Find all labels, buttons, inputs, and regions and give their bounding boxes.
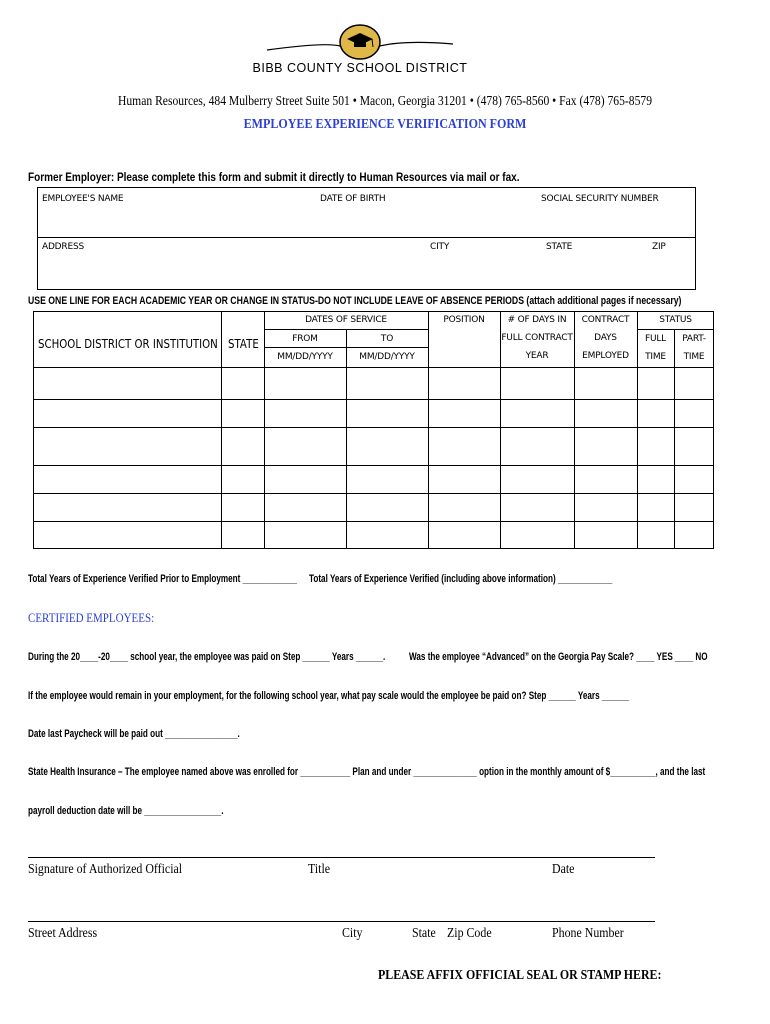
table-row[interactable] — [34, 368, 713, 399]
street-address-label: Street Address — [28, 926, 98, 941]
col-contract-line2: DAYS — [594, 333, 617, 343]
intro-text: Former Employer: Please complete this form and submit it directly to Human Resources via mail or fax. — [28, 172, 520, 184]
title-label: Title — [308, 862, 331, 877]
date-of-birth-field[interactable]: DATE OF BIRTH — [320, 194, 386, 204]
signature-label: Signature of Authorized Official — [28, 862, 183, 877]
city-label: City — [342, 926, 363, 941]
col-dates-of-service: DATES OF SERVICE — [305, 315, 387, 325]
total-years-including: Total Years of Experience Verified (including above information) ____________ — [309, 573, 613, 585]
signature-line[interactable] — [28, 857, 655, 858]
col-part-line2: TIME — [683, 352, 705, 362]
col-from-format: MM/DD/YYYY — [277, 352, 333, 362]
col-to: TO — [380, 334, 394, 344]
zip-field[interactable]: ZIP — [652, 242, 666, 252]
certified-heading: CERTIFIED EMPLOYEES: — [28, 611, 155, 625]
zip-code-label: Zip Code — [447, 926, 492, 941]
date-label: Date — [552, 862, 575, 877]
health-insurance-line: State Health Insurance – The employee named above was enrolled for ___________ Plan and under ______________ option in the monthly amount of $__________, and the last — [28, 766, 706, 778]
state-label: State — [412, 926, 436, 941]
table-row[interactable] — [34, 466, 713, 493]
col-full-line1: FULL — [645, 334, 666, 344]
city-field[interactable]: CITY — [430, 242, 450, 252]
col-institution: SCHOOL DISTRICT OR INSTITUTION — [38, 337, 218, 351]
pay-scale-question: If the employee would remain in your employment, for the following school year, what pay scale would the employee be paid on? Step ______ Years ______ — [28, 690, 630, 702]
total-years-prior: Total Years of Experience Verified Prior to Employment ____________ — [28, 573, 297, 585]
col-status: STATUS — [659, 315, 692, 325]
col-to-format: MM/DD/YYYY — [359, 352, 415, 362]
instruction-text: USE ONE LINE FOR EACH ACADEMIC YEAR OR CHANGE IN STATUS-DO NOT INCLUDE LEAVE OF ABSENCE PERIODS (attach additional pages if necessary) — [28, 295, 682, 307]
col-contract-line3: EMPLOYED — [582, 351, 629, 361]
col-days-line1: # OF DAYS IN — [507, 315, 567, 325]
ssn-field[interactable]: SOCIAL SECURITY NUMBER — [541, 194, 659, 204]
address-field[interactable]: ADDRESS — [42, 242, 84, 252]
district-logo — [265, 22, 455, 60]
table-row[interactable] — [34, 522, 713, 548]
table-row[interactable] — [34, 428, 713, 465]
state-field[interactable]: STATE — [546, 242, 573, 252]
col-days-line2: FULL CONTRACT — [501, 333, 573, 343]
col-from: FROM — [292, 334, 318, 344]
seal-instruction: PLEASE AFFIX OFFICIAL SEAL OR STAMP HERE: — [378, 968, 662, 983]
district-address: Human Resources, 484 Mulberry Street Suite 501 • Macon, Georgia 31201 • (478) 765-8560 • Fax (478) 765-8579 — [117, 93, 653, 108]
col-part-line1: PART- — [682, 334, 706, 344]
last-paycheck-line: Date last Paycheck will be paid out ________________. — [28, 728, 240, 740]
col-position: POSITION — [443, 315, 485, 325]
phone-number-label: Phone Number — [552, 926, 624, 941]
col-days-line3: YEAR — [525, 351, 549, 361]
advanced-question: Was the employee “Advanced” on the Georgia Pay Scale? ____ YES ____ NO — [409, 651, 708, 663]
col-state: STATE — [228, 337, 259, 351]
table-row[interactable] — [34, 494, 713, 521]
district-name: BIBB COUNTY SCHOOL DISTRICT — [252, 61, 468, 75]
pay-step-line: During the 20____-20____ school year, the employee was paid on Step ______ Years ______. — [28, 651, 386, 663]
col-contract-line1: CONTRACT — [581, 315, 630, 325]
employee-name-field[interactable]: EMPLOYEE'S NAME — [42, 194, 124, 204]
col-full-line2: TIME — [645, 352, 666, 362]
form-title: EMPLOYEE EXPERIENCE VERIFICATION FORM — [243, 117, 527, 132]
table-row[interactable] — [34, 400, 713, 427]
payroll-deduction-line: payroll deduction date will be _________________. — [28, 805, 224, 817]
address-line[interactable] — [28, 921, 655, 922]
